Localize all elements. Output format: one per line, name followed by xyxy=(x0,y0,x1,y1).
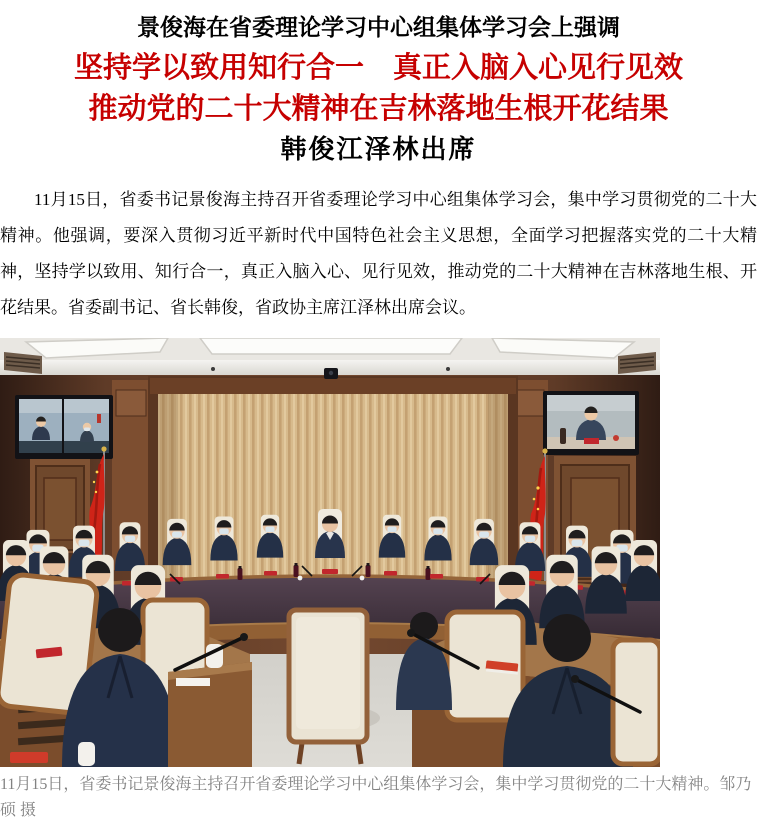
photo-caption: 11月15日，省委书记景俊海主持召开省委理论学习中心组集体学习会，集中学习贯彻党的二十大精神。邹乃硕 摄 xyxy=(0,776,752,819)
article-body-paragraph: 11月15日，省委书记景俊海主持召开省委理论学习中心组集体学习会，集中学习贯彻党的二十大精神。他强调，要深入贯彻习近平新时代中国特色社会主义思想，全面学习把握落实党的二十大精神，坚持学以致用、知行合一，真正入脑入心、见行见效，推动党的二十大精神在吉林落地生根、开花结果。省委副书记、省长韩俊，省政协主席江泽林出席会议。 xyxy=(0,190,757,317)
headline-line-2: 推动党的二十大精神在吉林落地生根开花结果 xyxy=(88,93,669,125)
video-screen-right xyxy=(543,391,639,455)
ceiling-camera-icon xyxy=(324,368,338,379)
headline-line-1: 坚持学以致用知行合一 真正入脑入心见行见效 xyxy=(73,52,683,84)
article-photo-figure xyxy=(0,338,757,824)
empty-chair-center xyxy=(289,610,367,764)
article-subhead: 韩俊江泽林出席 xyxy=(280,135,477,164)
article-header xyxy=(0,13,757,165)
video-screen-left xyxy=(15,395,113,459)
article-kicker: 景俊海在省委理论学习中心组集体学习会上强调 xyxy=(137,15,620,40)
article-photo xyxy=(0,338,660,767)
chairman-figure xyxy=(315,509,345,558)
